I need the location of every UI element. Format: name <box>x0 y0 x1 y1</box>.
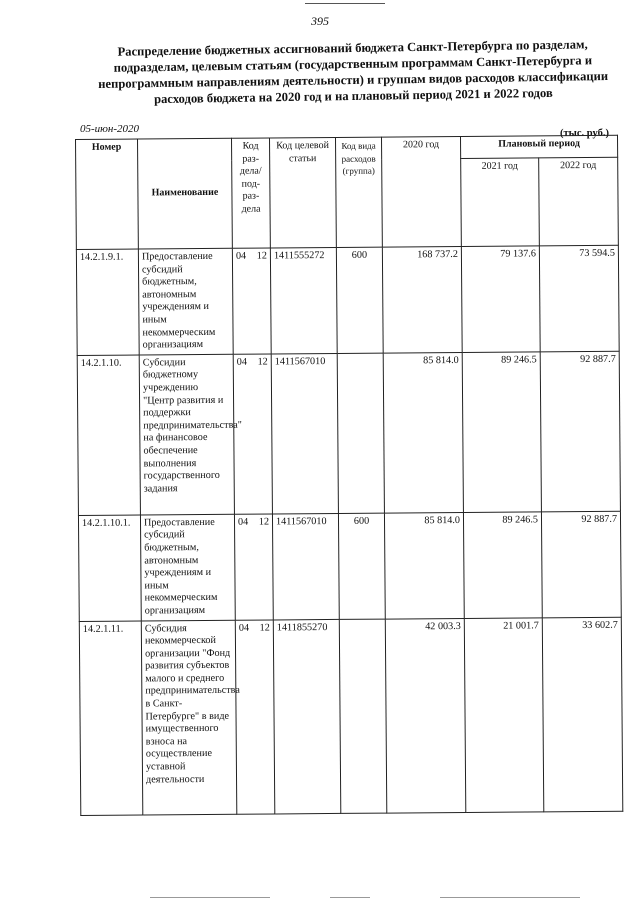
header-2022: 2022 год <box>539 157 619 246</box>
row-expense-code <box>337 353 384 513</box>
row-section-code <box>233 354 272 514</box>
header-number: Номер <box>76 139 139 249</box>
subsection-code: 12 <box>259 621 270 634</box>
row-amount-2021: 89 246.5 <box>462 352 541 513</box>
row-target-code: 1411567010 <box>271 353 338 514</box>
table-row <box>77 351 620 515</box>
row-expense-code <box>339 619 387 813</box>
budget-table <box>75 135 623 816</box>
row-name: Предоставление субсидий бюджетным, автономным учреждениям и иным некоммерческим организациям <box>140 514 235 620</box>
row-number: 14.2.1.10.1. <box>78 515 141 621</box>
header-2021: 2021 год <box>461 158 540 247</box>
row-amount-2021: 89 246.5 <box>463 512 542 618</box>
row-amount-2022: 92 887.7 <box>540 351 620 512</box>
table-row <box>76 245 619 355</box>
row-target-code: 1411555272 <box>270 247 337 353</box>
header-name: Наименование <box>138 138 233 249</box>
header-section-code: Код раз-дела/ под-раз-дела <box>231 138 270 248</box>
header-target-code: Код целевой статьи <box>269 137 336 248</box>
footer-scan-line <box>440 897 580 898</box>
date-stamp: 05-июн-2020 <box>80 123 140 135</box>
units-label: (тыс. руб.) <box>560 128 609 139</box>
row-section-code <box>234 514 273 620</box>
row-amount-2020: 42 003.3 <box>385 618 466 813</box>
header-expense-code: Код вида расходов (группа) <box>335 137 382 247</box>
section-code: 04 <box>236 356 247 368</box>
section-code: 04 <box>238 622 250 634</box>
subsection-code: 12 <box>256 250 267 262</box>
page-number: 395 <box>311 14 329 28</box>
document-title: Распределение бюджетных ассигнований бюджета Санкт-Петербурга по разделам, подразделам, целевым статьям (государственным программам Санкт-Петербурга и непрограммным направлениям деятельности) и группам видов расходов классификации расходов бюджета на 2020 год и на плановый период 2021 и 2022 годов <box>98 37 609 107</box>
row-amount-2021: 79 137.6 <box>461 246 540 352</box>
table-row <box>79 617 623 815</box>
row-amount-2022: 92 887.7 <box>541 511 621 617</box>
row-amount-2020: 168 737.2 <box>382 246 462 352</box>
row-target-code: 1411855270 <box>273 619 341 814</box>
row-amount-2020: 85 814.0 <box>383 352 463 513</box>
row-amount-2022: 73 594.5 <box>539 245 619 351</box>
row-name: Предоставление субсидий бюджетным, автономным учреждениям и иным некоммерческим организациям <box>138 248 233 354</box>
row-number: 14.2.1.10. <box>77 355 140 515</box>
subsection-code: 12 <box>258 516 270 528</box>
row-target-code: 1411567010 <box>272 513 339 619</box>
section-code: 04 <box>235 250 247 262</box>
header-2020: 2020 год <box>381 136 461 247</box>
row-section-code <box>235 619 275 813</box>
row-name: Субсидия некоммерческой организации "Фонд развития субъектов малого и среднего предпринимательства в Санкт-Петербурге" в виде имущественного взноса на осуществление уставной деятельности <box>141 620 237 815</box>
row-amount-2022: 33 602.7 <box>542 617 623 812</box>
section-code: 04 <box>237 516 249 528</box>
row-number: 14.2.1.9.1. <box>76 249 139 355</box>
footer-scan-line <box>150 897 270 898</box>
top-rule <box>305 3 385 4</box>
row-amount-2020: 85 814.0 <box>384 512 464 618</box>
row-expense-code: 600 <box>338 513 385 619</box>
header-planned-period: Плановый период <box>460 135 617 158</box>
row-section-code <box>232 248 271 354</box>
row-amount-2021: 21 001.7 <box>464 617 544 812</box>
table-row <box>78 511 621 621</box>
footer-scan-line <box>330 897 370 898</box>
row-number: 14.2.1.11. <box>79 620 143 814</box>
row-expense-code: 600 <box>336 247 383 353</box>
subsection-code: 12 <box>257 356 268 368</box>
row-name: Субсидии бюджетному учреждению "Центр развития и поддержки предпринимательства" на финансовое обеспечение выполнения государственного задания <box>139 354 234 515</box>
